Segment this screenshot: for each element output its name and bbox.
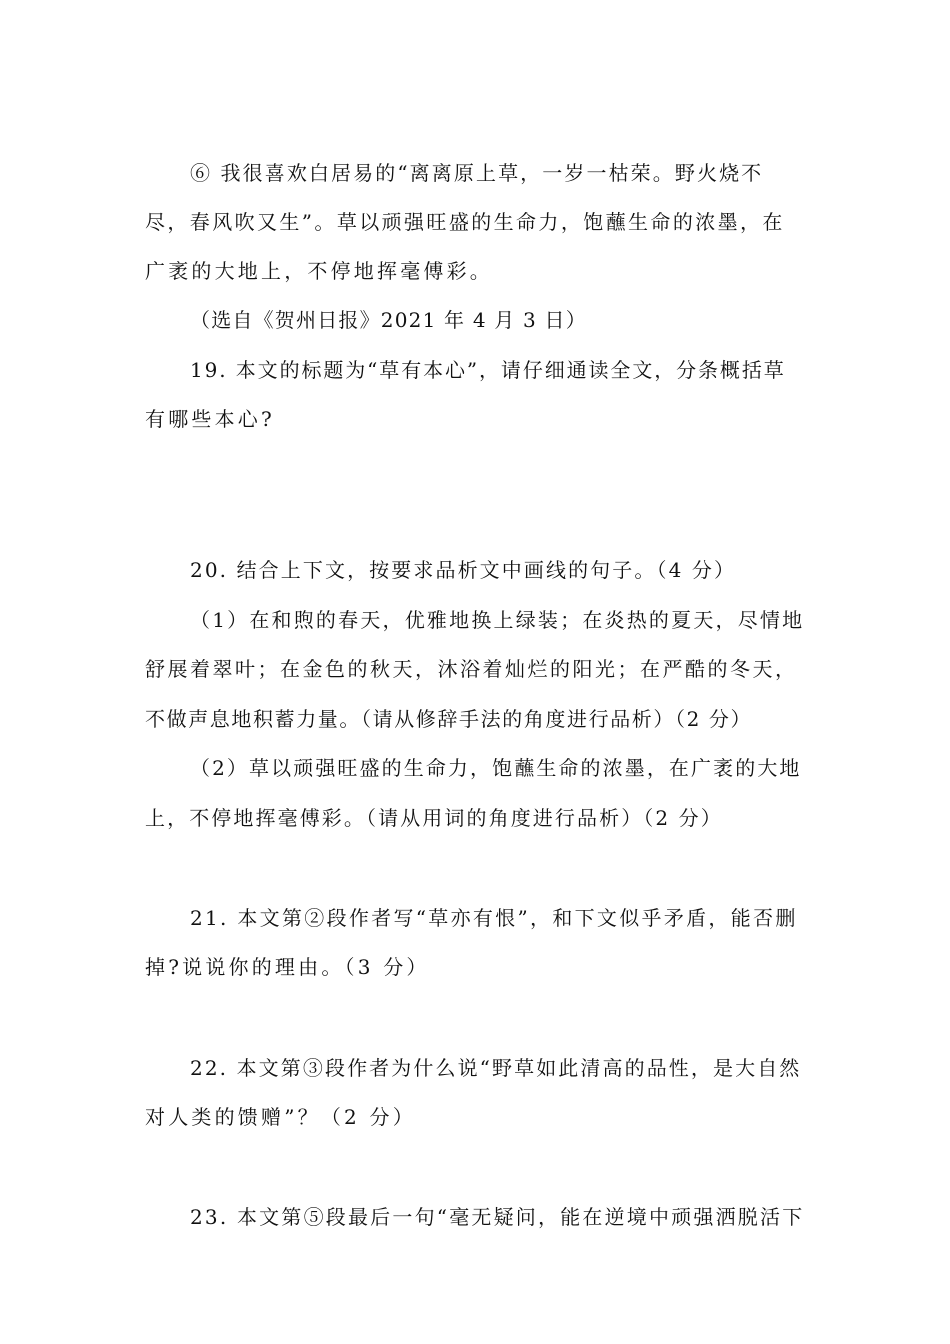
question-22-line-1: 22. 本文第③段作者为什么说“野草如此清高的品性，是大自然 bbox=[190, 1056, 802, 1080]
paragraph-6-line-2: 尽，春风吹又生”。草以顽强旺盛的生命力，饱蘸生命的浓墨，在 bbox=[145, 210, 785, 234]
question-20-part-1-line-1: （1）在和煦的春天，优雅地换上绿装；在炎热的夏天，尽情地 bbox=[190, 608, 805, 632]
question-23-line-1: 23. 本文第⑤段最后一句“毫无疑问，能在逆境中顽强洒脱活下 bbox=[190, 1205, 805, 1229]
paragraph-6-line-3: 广袤的大地上，不停地挥毫傅彩。 bbox=[145, 259, 493, 283]
question-20-part-1-line-3: 不做声息地积蓄力量。（请从修辞手法的角度进行品析）（2 分） bbox=[145, 707, 753, 731]
question-21-line-2: 掉?说说你的理由。（3 分） bbox=[145, 955, 430, 979]
question-19-line-2: 有哪些本心? bbox=[145, 407, 275, 431]
question-22-line-2: 对人类的馈赠”？（2 分） bbox=[145, 1105, 416, 1129]
question-20-part-2-line-1: （2）草以顽强旺盛的生命力，饱蘸生命的浓墨，在广袤的大地 bbox=[190, 756, 802, 780]
question-19-line-1: 19. 本文的标题为“草有本心”，请仔细通读全文，分条概括草 bbox=[190, 358, 786, 382]
question-21-line-1: 21. 本文第②段作者写“草亦有恨”，和下文似乎矛盾，能否删 bbox=[190, 906, 798, 930]
question-20: 20. 结合上下文，按要求品析文中画线的句子。（4 分） bbox=[190, 558, 737, 582]
paragraph-6-line-1: ⑥ 我很喜欢白居易的“离离原上草，一岁一枯荣。野火烧不 bbox=[190, 161, 764, 185]
source-citation: （选自《贺州日报》2021 年 4 月 3 日） bbox=[190, 308, 587, 332]
question-20-part-2-line-2: 上，不停地挥毫傅彩。（请从用词的角度进行品析）（2 分） bbox=[145, 806, 723, 830]
question-20-part-1-line-2: 舒展着翠叶；在金色的秋天，沐浴着灿烂的阳光；在严酷的冬天， bbox=[145, 657, 798, 681]
